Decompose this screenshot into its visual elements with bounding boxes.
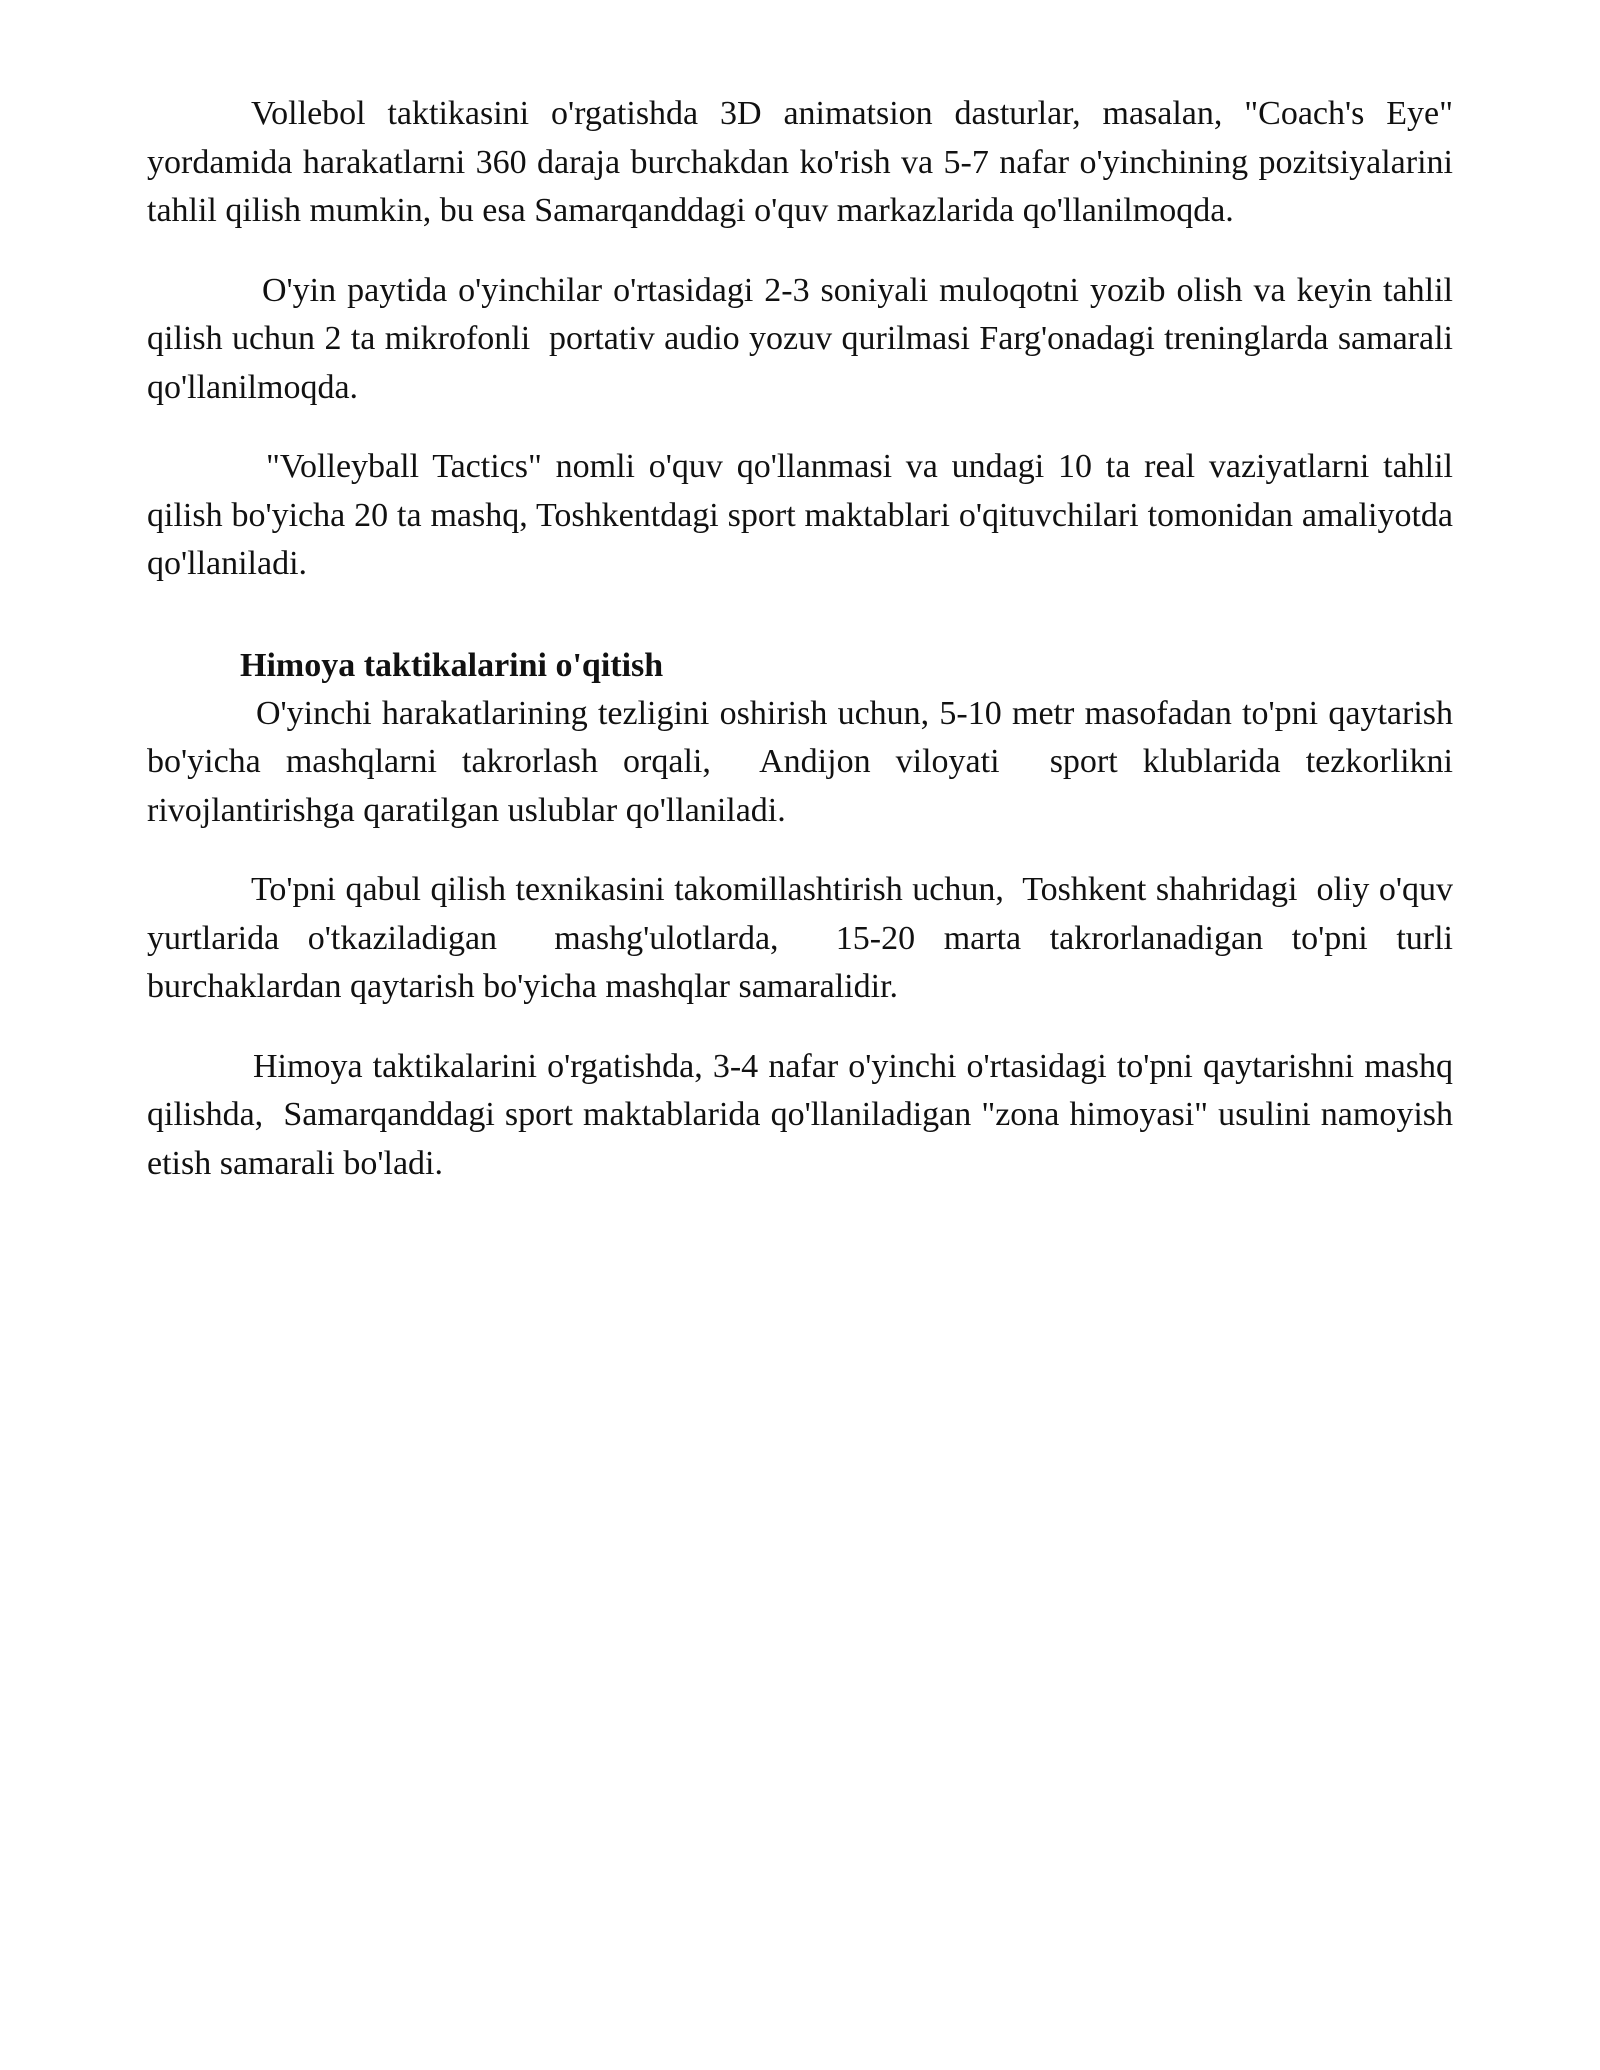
paragraph-zone-defense: Himoya taktikalarini o'rgatishda, 3-4 nafar o'yinchi o'rtasidagi to'pni qaytarishni mashq qilishda, Samarqanddagi sport maktablarida qo'llaniladigan "zona himoyasi" usulini namoyish etish samarali bo'ladi. bbox=[147, 1047, 1462, 1182]
paragraph-ball-reception: To'pni qabul qilish texnikasini takomillashtirish uchun, Toshkent shahridagi oliy o'quv yurtlarida o'tkaziladigan mashg'ulotlarda, 15-20 marta takrorlanadigan to'pni turli burchaklardan qaytarish bo'yicha mashqlar samaralidir. bbox=[147, 871, 1462, 1005]
paragraph-volleyball-tactics-manual: "Volleyball Tactics" nomli o'quv qo'llanmasi va undagi 10 ta real vaziyatlarni tahlil qilish bo'yicha 20 ta mashq, Toshkentdagi sport maktablari o'qituvchilari tomonidan amaliyotda qo'llaniladi. bbox=[147, 448, 1462, 582]
paragraph-audio-recorder: O'yin paytida o'yinchilar o'rtasidagi 2-3 soniyali muloqotni yozib olish va keyin tahlil qilish uchun 2 ta mikrofonli portativ audio yozuv qurilmasi Farg'onadagi treninglarda samarali qo'llanilmoqda. bbox=[147, 271, 1462, 406]
section-heading: Himoya taktikalarini o'qitish bbox=[240, 646, 664, 684]
paragraph-player-speed: O'yinchi harakatlarining tezligini oshirish uchun, 5-10 metr masofadan to'pni qaytarish bo'yicha mashqlarni takrorlash orqali, Andijon viloyati sport klublarida tezkorlikni rivojlantirishga qaratilgan uslublar qo'llaniladi. bbox=[147, 694, 1462, 829]
document-body bbox=[147, 90, 1462, 1219]
paragraph-coachs-eye: Vollebol taktikasini o'rgatishda 3D animatsion dasturlar, masalan, "Coach's Eye" yordamida harakatlarni 360 daraja burchakdan ko'rish va 5-7 nafar o'yinchining pozitsiyalarini tahlil qilish mumkin, bu esa Samarqanddagi o'quv markazlarida qo'llanilmoqda. bbox=[147, 95, 1462, 229]
